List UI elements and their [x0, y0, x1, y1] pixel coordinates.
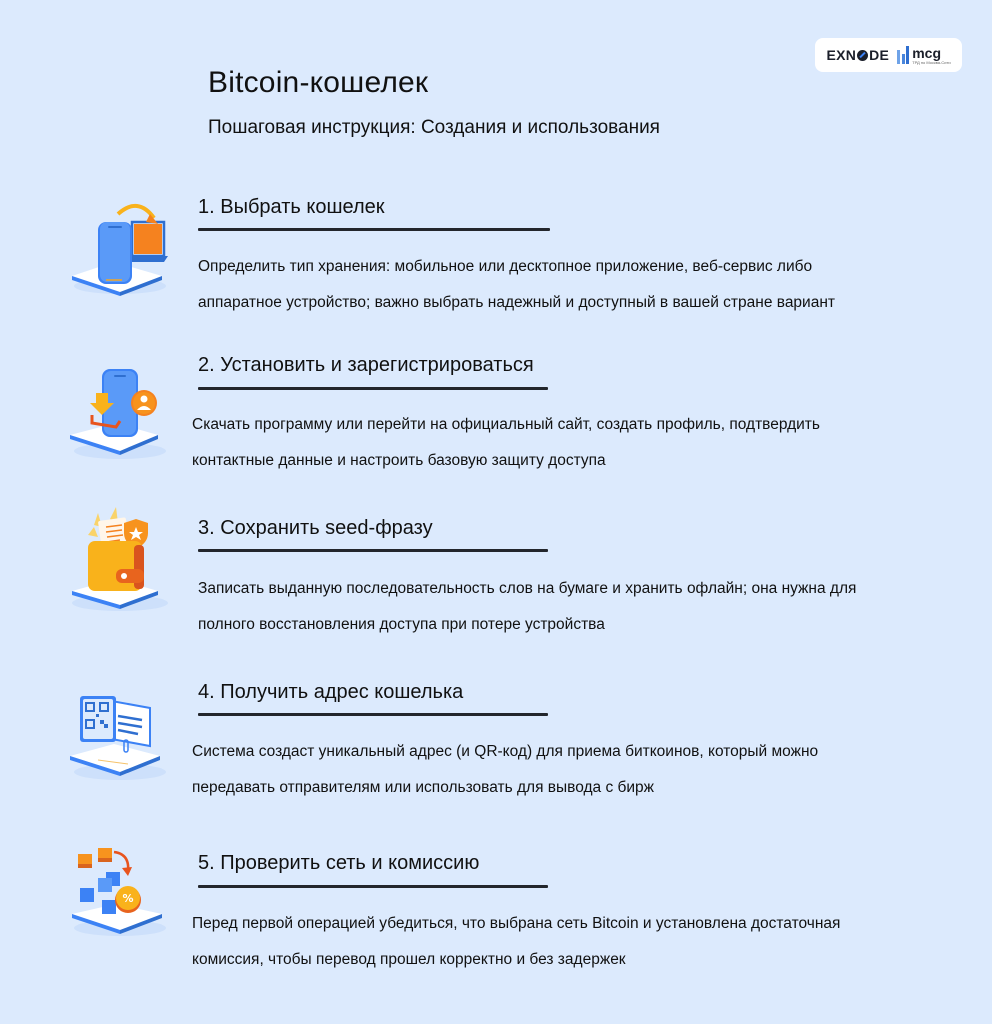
step-title: 5. Проверить сеть и комиссию [198, 852, 480, 874]
wallet-shield-icon [58, 505, 178, 615]
qr-address-card-icon [58, 676, 178, 786]
phone-laptop-icon [58, 188, 178, 298]
step-title: 4. Получить адрес кошелька [198, 681, 464, 703]
step-description-line: Записать выданную последовательность слов на бумаге и хранить офлайн; она нужна для [198, 580, 857, 597]
step-description-line: Скачать программу или перейти на официальный сайт, создать профиль, подтвердить [192, 416, 820, 433]
logo-badge [815, 38, 962, 72]
exnode-logo-prefix: EXN [826, 47, 857, 63]
mcg-bars-icon [897, 46, 909, 64]
step-description-line: передавать отправителям или использовать для вывода с бирж [192, 779, 655, 796]
step-description [192, 906, 840, 978]
exnode-o-mark-icon [857, 50, 868, 61]
svg-text:%: % [122, 892, 134, 905]
step-description-line: Перед первой операцией убедиться, что выбрана сеть Bitcoin и установлена достаточная [192, 915, 841, 932]
step-description-line: аппаратное устройство; важно выбрать надежный и доступный в вашей стране вариант [198, 294, 835, 311]
exnode-logo [826, 47, 889, 63]
step-title: 3. Сохранить seed-фразу [198, 517, 433, 539]
step-description [198, 571, 856, 643]
phone-download-user-icon [58, 355, 178, 465]
step-divider [198, 713, 548, 716]
step-description-line: полного восстановления доступа при потере устройства [198, 616, 605, 633]
step-description-line: контактные данные и настроить базовую защиту доступа [192, 452, 606, 469]
step-description-line: Определить тип хранения: мобильное или десктопное приложение, веб-сервис либо [198, 258, 813, 275]
mcg-wordmark: mcg [912, 44, 941, 61]
exnode-logo-suffix: DE [869, 47, 890, 63]
page-title: Bitcoin-кошелек [208, 66, 429, 99]
step-title: 1. Выбрать кошелек [198, 196, 385, 218]
step-divider [198, 387, 548, 390]
mcg-subtitle: ТРД по Москва-Сити [912, 59, 951, 65]
step-divider [198, 885, 548, 888]
step-title: 2. Установить и зарегистрироваться [198, 354, 534, 376]
step-divider [198, 549, 548, 552]
step-description [192, 407, 820, 479]
step-description-line: Система создаст уникальный адрес (и QR-код) для приема биткоинов, который можно [192, 743, 819, 760]
step-divider [198, 228, 550, 231]
mcg-logo [897, 46, 950, 65]
step-description [192, 734, 818, 806]
step-description-line: комиссия, чтобы перевод прошел корректно и без задержек [192, 951, 626, 968]
page-subtitle: Пошаговая инструкция: Создания и использования [208, 117, 660, 138]
step-description [198, 249, 835, 321]
blocks-fee-coin-icon [58, 836, 178, 946]
